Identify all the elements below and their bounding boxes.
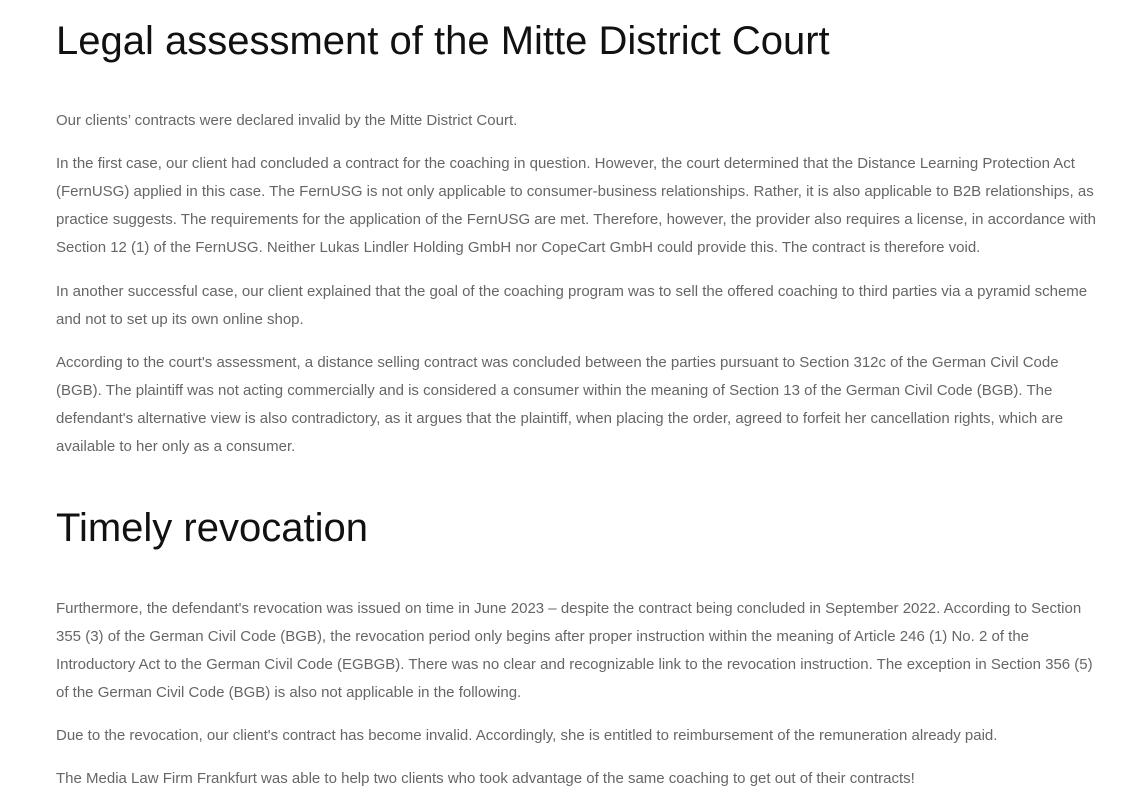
section-heading-timely-revocation: Timely revocation: [56, 506, 368, 550]
paragraph: According to the court's assessment, a distance selling contract was concluded between the parties pursuant to Section 312c of the German Civil Code (BGB). The plaintiff was not acting commercially and is considered a consumer within the meaning of Section 13 of the German Civil Code (BGB). The defendant's alternative view is also contradictory, as it argues that the plaintiff, when placing the order, agreed to forfeit her cancellation rights, which are available to her only as a consumer.: [56, 354, 1064, 455]
paragraph: Due to the revocation, our client's contract has become invalid. Accordingly, she is entitled to reimbursement of the remuneration already paid.: [56, 727, 998, 744]
paragraph: In another successful case, our client explained that the goal of the coaching program was to sell the offered coaching to third parties via a pyramid scheme and not to set up its own online shop.: [56, 283, 1088, 328]
section-heading-legal-assessment: Legal assessment of the Mitte District Court: [56, 19, 830, 63]
paragraph: Furthermore, the defendant's revocation was issued on time in June 2023 – despite the contract being concluded in September 2022. According to Section 355 (3) of the German Civil Code (BGB), the revocation period only begins after proper instruction within the meaning of Article 246 (1) No. 2 of the Introductory Act to the German Civil Code (EGBGB). There was no clear and recognizable link to the revocation instruction. The exception in Section 356 (5) of the German Civil Code (BGB) is also not applicable in the following.: [56, 600, 1093, 701]
paragraph: Our clients’ contracts were declared invalid by the Mitte District Court.: [56, 112, 518, 129]
paragraph: In the first case, our client had concluded a contract for the coaching in question. However, the court determined that the Distance Learning Protection Act (FernUSG) applied in this case. The FernUSG is not only applicable to consumer-business relationships. Rather, it is also applicable to B2B relationships, as practice suggests. The requirements for the application of the FernUSG are met. Therefore, however, the provider also requires a license, in accordance with Section 12 (1) of the FernUSG. Neither Lukas Lindler Holding GmbH nor CopeCart GmbH could provide this. The contract is therefore void.: [56, 155, 1096, 256]
paragraph: The Media Law Firm Frankfurt was able to help two clients who took advantage of the same coaching to get out of their contracts!: [56, 770, 915, 787]
